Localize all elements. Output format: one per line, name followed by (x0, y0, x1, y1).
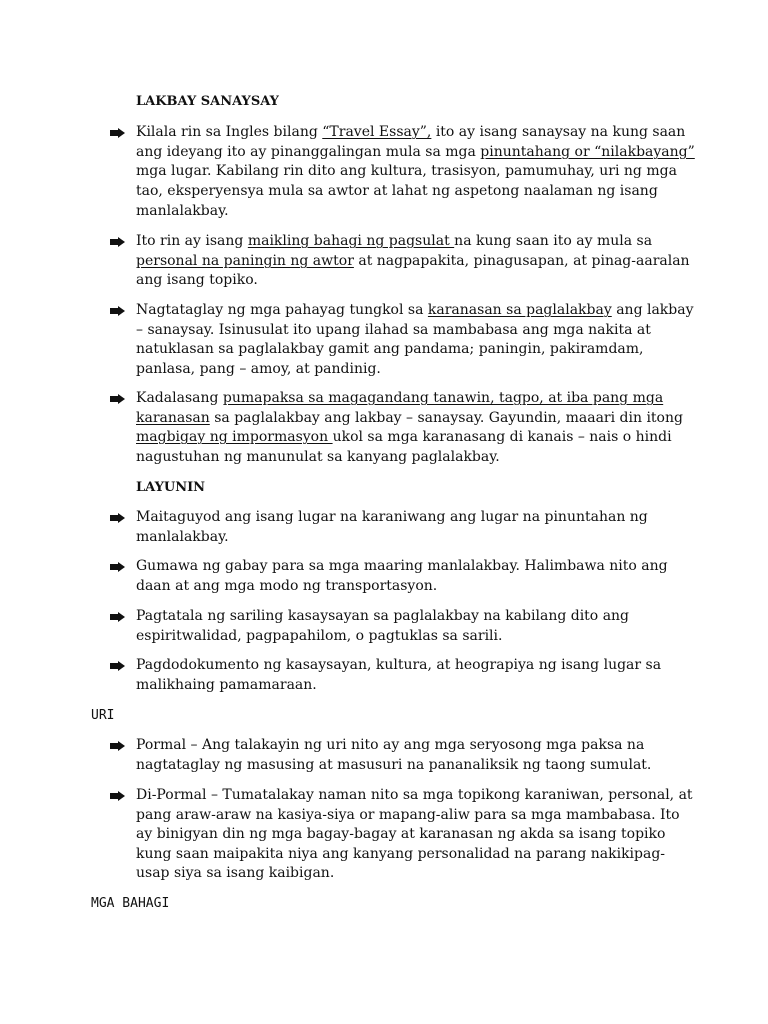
arrow-bullet-icon (110, 612, 125, 622)
arrow-bullet-icon (110, 791, 125, 801)
list-item-line: Maitaguyod ang isang lugar na karaniwang ang lugar na pinuntahan ng (136, 509, 648, 525)
list-item-line: kung saan maipakita niya ang kanyang personalidad na parang nakikipag- (136, 846, 666, 862)
list-item-line: Pagtatala ng sariling kasaysayan sa paglalakbay na kabilang dito ang (136, 608, 630, 624)
arrow-bullet-icon (110, 306, 125, 316)
paragraph-line: karanasan sa paglalakbay ang lakbay – sanaysay. Gayundin, maaari din itong (136, 410, 683, 426)
arrow-bullet-icon (110, 394, 125, 404)
list-item-line: Pormal – Ang talakayin ng uri nito ay ang mga seryosong mga paksa na (136, 737, 645, 753)
arrow-bullet-icon (110, 741, 125, 751)
paragraph-line: magbigay ng impormasyon ukol sa mga karanasang di kanais – nais o hindi (136, 429, 672, 445)
paragraph-line: Ito rin ay isang maikling bahagi ng pagsulat na kung saan ito ay mula sa (136, 233, 653, 249)
list-item-line: nagtataglay ng masusing at masusuri na pananaliksik ng taong sumulat. (136, 757, 652, 773)
list-item-line: espiritwalidad, pagpapahilom, o pagtuklas sa sarili. (136, 628, 503, 644)
list-item-line: ay binigyan din ng mga bagay-bagay at karanasan ng akda sa isang topiko (136, 826, 666, 842)
list-item-line: daan at ang mga modo ng transportasyon. (136, 578, 438, 594)
arrow-bullet-icon (110, 513, 125, 523)
arrow-bullet-icon (110, 562, 125, 572)
list-item-line: Pagdodokumento ng kasaysayan, kultura, at heograpiya ng isang lugar sa (136, 657, 662, 673)
paragraph-line: ang isang topiko. (136, 272, 258, 288)
section-heading-layunin: LAYUNIN (136, 480, 206, 495)
paragraph-line: manlalakbay. (136, 203, 229, 219)
page-title: LAKBAY SANAYSAY (136, 94, 279, 109)
paragraph-line: mga lugar. Kabilang rin dito ang kultura, trasisyon, pamumuhay, uri ng mga (136, 163, 677, 179)
paragraph-line: Nagtataglay ng mga pahayag tungkol sa karanasan sa paglalakbay ang lakbay (136, 302, 694, 318)
paragraph-line: tao, eksperyensya mula sa awtor at lahat ng aspetong naalaman ng isang (136, 183, 658, 199)
paragraph-line: Kadalasang pumapaksa sa magagandang tanawin, tagpo, at iba pang mga (136, 390, 664, 406)
list-item-line: pang araw-araw na kasiya-siya or mapang-aliw para sa mga mambabasa. Ito (136, 807, 680, 823)
list-item-line: Di-Pormal – Tumatalakay naman nito sa mga topikong karaniwan, personal, at (136, 787, 693, 803)
paragraph-line: ang ideyang ito ay pinanggalingan mula sa mga pinuntahang or “nilakbayang” (136, 144, 695, 160)
arrow-bullet-icon (110, 128, 125, 138)
section-heading-mga-bahagi: MGA BAHAGI (91, 896, 170, 911)
section-heading-uri: URI (91, 708, 115, 723)
list-item-line: malikhaing pamamaraan. (136, 677, 317, 693)
list-item-line: usap siya sa isang kaibigan. (136, 865, 335, 881)
arrow-bullet-icon (110, 237, 125, 247)
list-item-line: Gumawa ng gabay para sa mga maaring manlalakbay. Halimbawa nito ang (136, 558, 668, 574)
paragraph-line: nagustuhan ng manunulat sa kanyang paglalakbay. (136, 449, 500, 465)
paragraph-line: personal na paningin ng awtor at nagpapakita, pinagusapan, at pinag-aaralan (136, 253, 690, 269)
paragraph-line: panlasa, pang – amoy, at pandinig. (136, 361, 381, 377)
paragraph-line: – sanaysay. Isinusulat ito upang ilahad sa mambabasa ang mga nakita at (136, 322, 651, 338)
list-item-line: manlalakbay. (136, 529, 229, 545)
paragraph-line: Kilala rin sa Ingles bilang “Travel Essay”, ito ay isang sanaysay na kung saan (136, 124, 686, 140)
arrow-bullet-icon (110, 661, 125, 671)
paragraph-line: natuklasan sa paglalakbay gamit ang pandama; paningin, pakiramdam, (136, 341, 644, 357)
